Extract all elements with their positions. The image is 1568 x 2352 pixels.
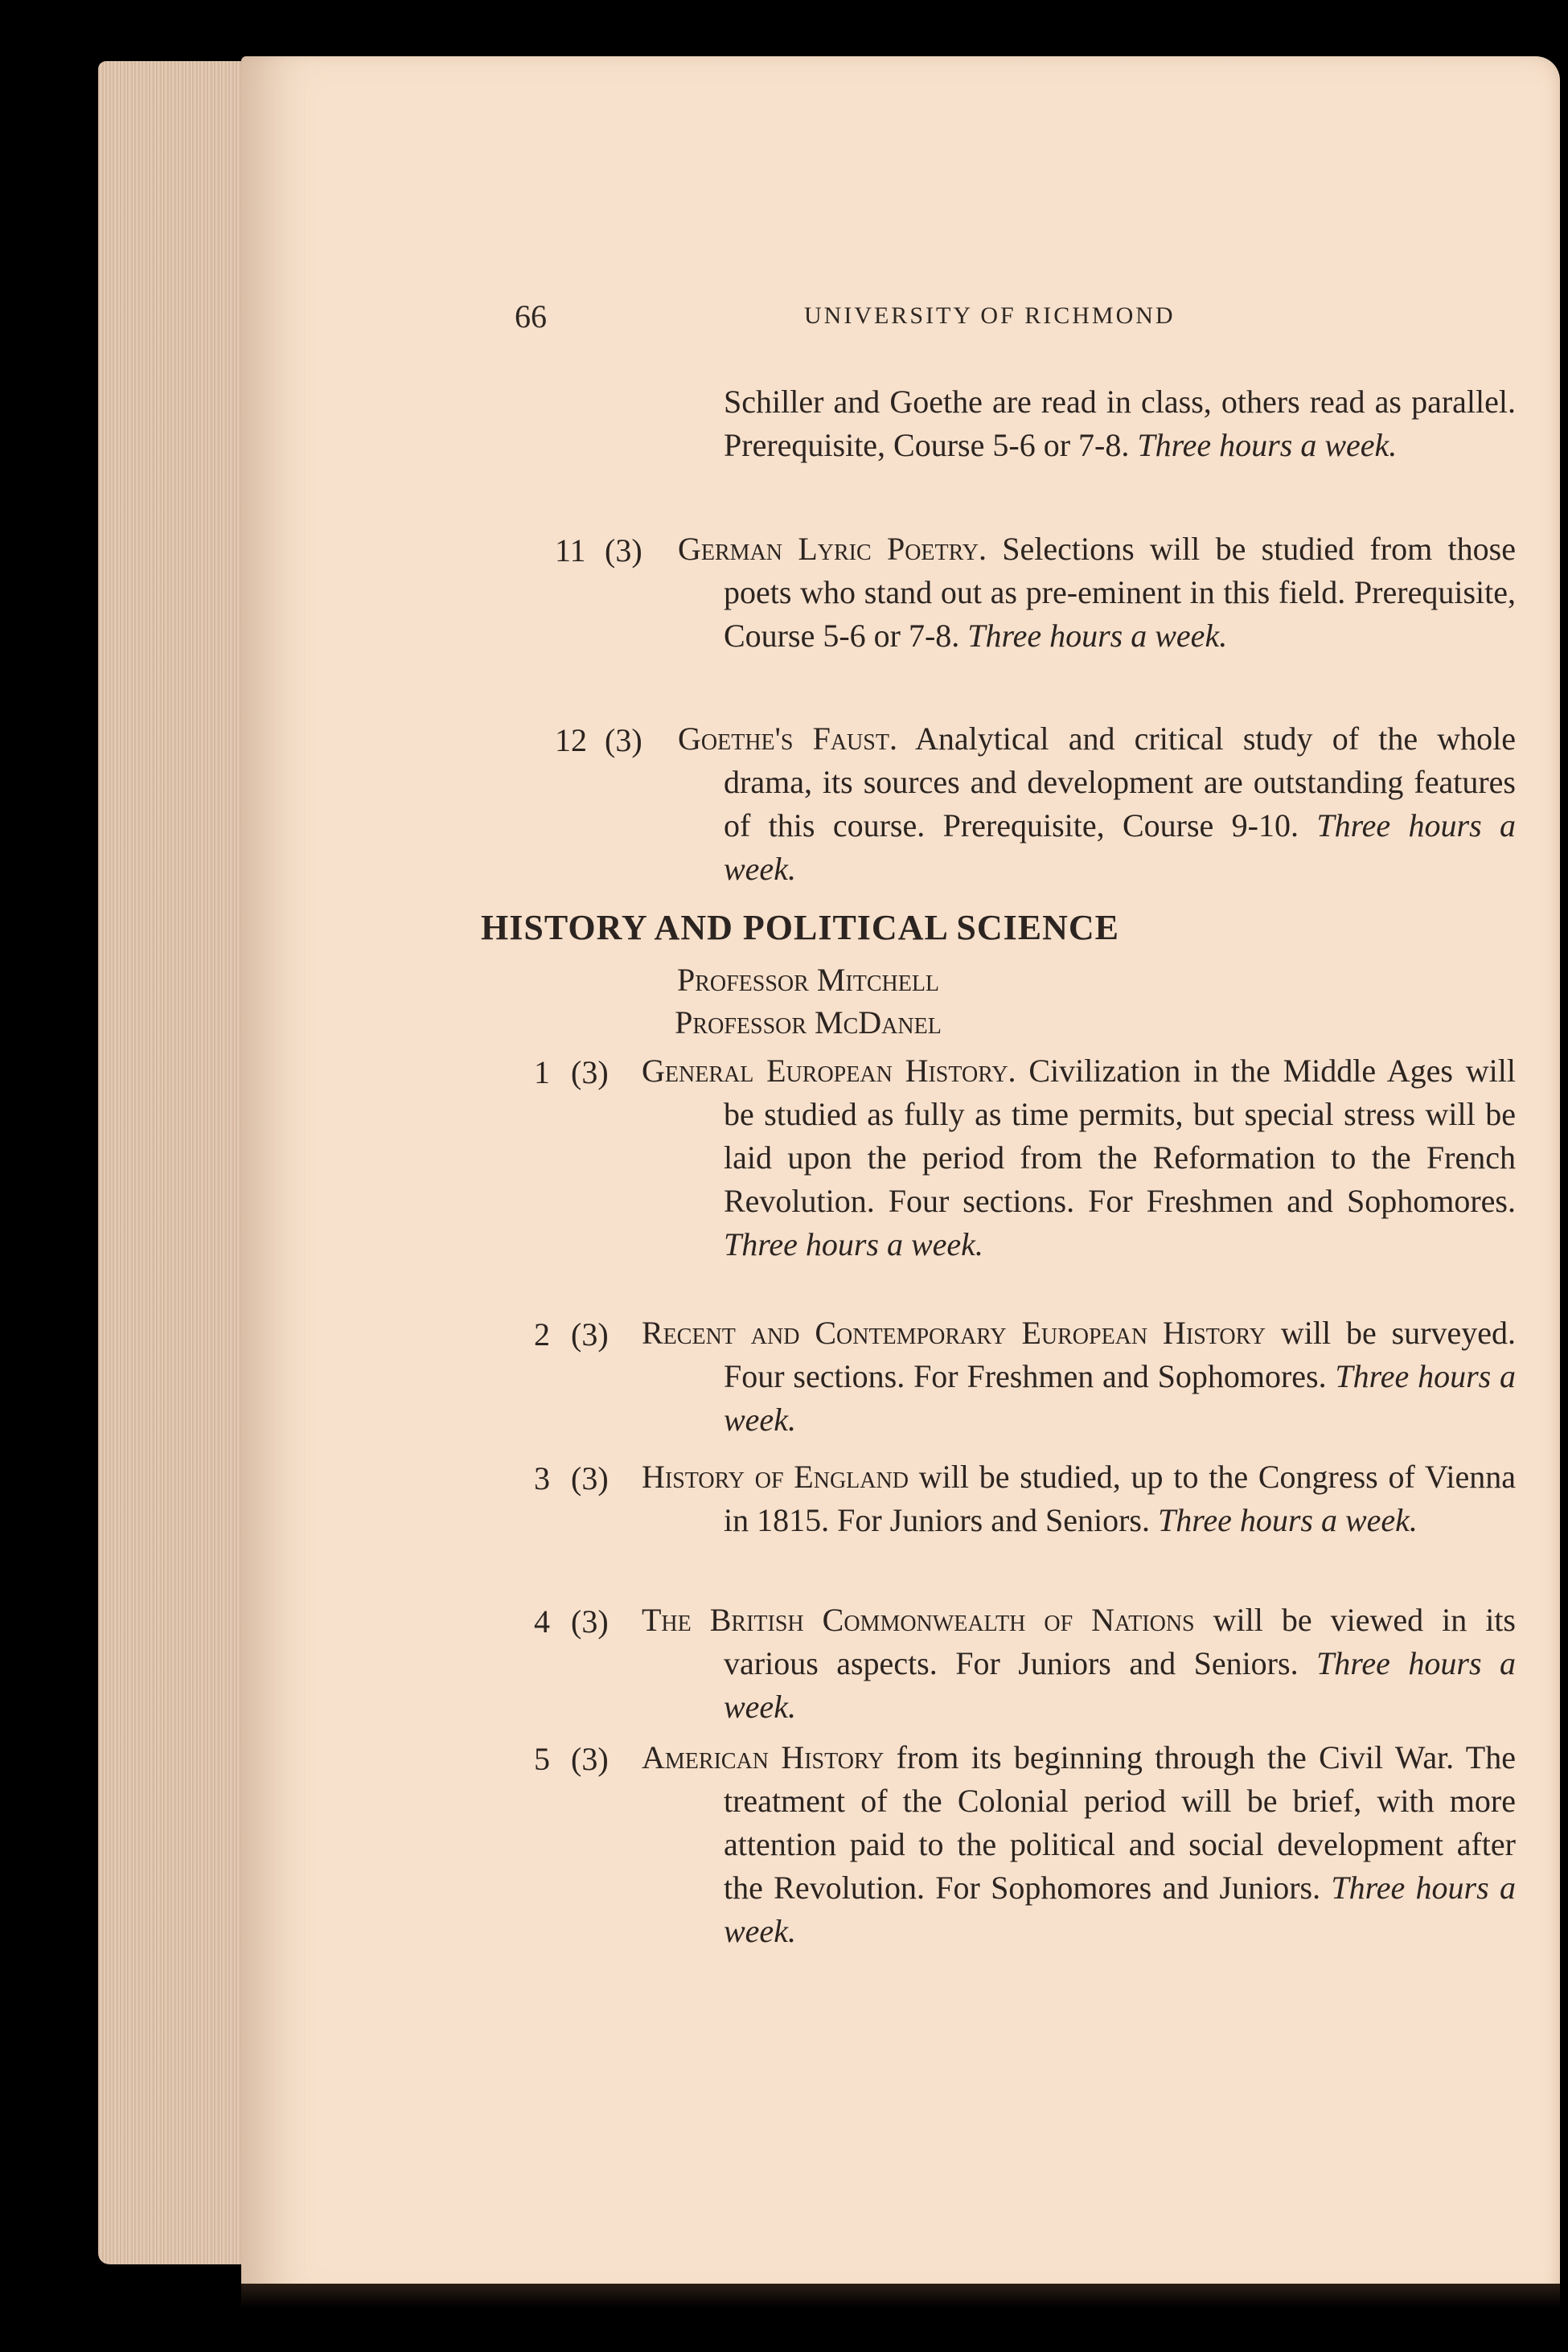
page-number: 66 bbox=[515, 298, 547, 335]
intro-paragraph bbox=[724, 380, 1516, 467]
course-hours: Three hours a week. bbox=[724, 1358, 1517, 1438]
course-title: Goethe's Faust. bbox=[678, 720, 897, 757]
course-credits: (3) bbox=[605, 722, 642, 758]
course-credits: (3) bbox=[605, 532, 642, 569]
course-title: The British Commonwealth of Nations bbox=[642, 1602, 1195, 1638]
course-credits: (3) bbox=[571, 1603, 609, 1640]
course-number: 12 bbox=[555, 722, 587, 758]
course-description: Selections will be studied from those poets who stand out as pre-eminent in this field. Prerequisite, Course 5-6 or 7-8. bbox=[724, 531, 1516, 654]
course-description: will be viewed in its various aspects. For Juniors and Seniors. bbox=[724, 1602, 1516, 1681]
course-hours: Three hours a week. bbox=[724, 807, 1517, 887]
section-title: HISTORY AND POLITICAL SCIENCE bbox=[481, 908, 1119, 947]
course-number: 2 bbox=[534, 1316, 550, 1353]
course-entry bbox=[642, 1599, 1516, 1729]
course-title: General European History. bbox=[642, 1053, 1016, 1089]
course-credits: (3) bbox=[571, 1741, 609, 1777]
course-title: German Lyric Poetry. bbox=[678, 531, 987, 567]
page-header bbox=[0, 298, 1568, 346]
intro-text: Schiller and Goethe are read in class, others read as parallel. Prerequisite, Course 5-6 or 7-8. bbox=[724, 384, 1516, 463]
course-entry bbox=[642, 1736, 1516, 1953]
professor-name: Professor Mitchell bbox=[676, 962, 940, 998]
course-entry bbox=[642, 1311, 1517, 1442]
course-hours: Three hours a week. bbox=[724, 1870, 1516, 1949]
course-description: will be surveyed. Four sections. For Freshmen and Sophomores. bbox=[724, 1315, 1517, 1394]
course-number: 4 bbox=[534, 1603, 550, 1640]
course-entry bbox=[678, 717, 1517, 891]
course-entry bbox=[642, 1049, 1516, 1266]
course-description: Analytical and critical study of the whole drama, its sources and development are outstanding features of this course. Prerequisite, Course 9-10. bbox=[724, 720, 1517, 844]
course-hours: Three hours a week. bbox=[724, 1226, 983, 1262]
course-number: 5 bbox=[534, 1741, 550, 1777]
course-description: Civilization in the Middle Ages will be studied as fully as time permits, but special stress will be laid upon the period from the Reformation to the French Revolution. Four sections. For Freshmen and Sophomores. bbox=[724, 1053, 1516, 1219]
page-shadow bbox=[241, 2284, 1560, 2308]
course-title: American History bbox=[642, 1739, 885, 1775]
course-credits: (3) bbox=[571, 1316, 609, 1353]
course-title: History of England bbox=[642, 1459, 909, 1495]
professor-name: Professor McDanel bbox=[675, 1004, 942, 1041]
course-description: will be studied, up to the Congress of Vienna in 1815. For Juniors and Seniors. bbox=[724, 1459, 1516, 1538]
course-description: from its beginning through the Civil War. The treatment of the Colonial period will be brief, with more attention paid to the political and social development after the Revolution. For Sophomores and Juniors. bbox=[724, 1739, 1516, 1906]
course-credits: (3) bbox=[571, 1054, 609, 1090]
course-number: 11 bbox=[555, 532, 586, 569]
course-number: 3 bbox=[534, 1460, 550, 1496]
course-hours: Three hours a week. bbox=[724, 1645, 1516, 1725]
course-title: Recent and Contemporary European History bbox=[642, 1315, 1266, 1351]
intro-hours: Three hours a week. bbox=[1137, 427, 1398, 463]
course-number: 1 bbox=[534, 1054, 550, 1090]
course-hours: Three hours a week. bbox=[1158, 1502, 1418, 1538]
course-hours: Three hours a week. bbox=[967, 618, 1228, 654]
course-entry bbox=[678, 527, 1516, 658]
running-head: UNIVERSITY OF RICHMOND bbox=[804, 302, 1176, 329]
course-credits: (3) bbox=[571, 1460, 609, 1496]
course-entry bbox=[642, 1455, 1516, 1542]
